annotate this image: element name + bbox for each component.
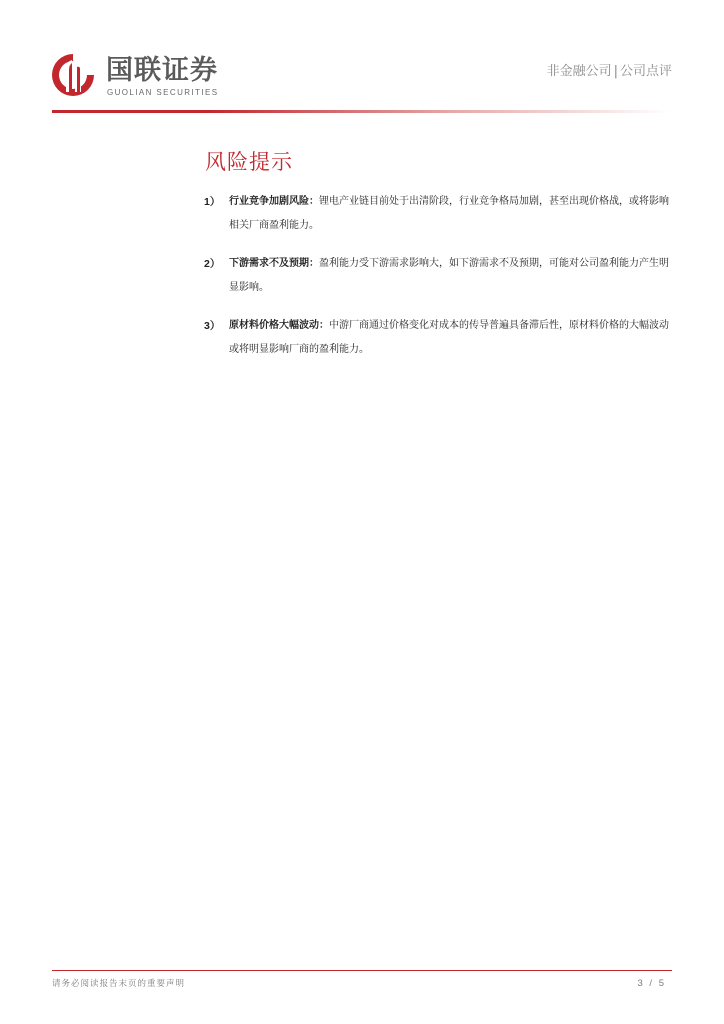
page-number: 3 / 5: [637, 978, 666, 989]
risk-text: 锂电产业链目前处于出清阶段，行业竞争格局加剧，甚至出现价格战，或将影响相关厂商盈利能力。: [229, 196, 669, 231]
category-separator: |: [613, 64, 618, 79]
risk-item-3: [205, 314, 675, 362]
risk-text: 中游厂商通过价格变化对成本的传导普遍具备滞后性，原材料价格的大幅波动或将明显影响厂商的盈利能力。: [229, 320, 669, 355]
footer-divider: [52, 970, 672, 971]
page-header: [0, 0, 724, 120]
risk-number: 3）: [204, 320, 221, 332]
risk-label: 下游需求不及预期：: [229, 258, 319, 269]
risk-label: 原材料价格大幅波动：: [229, 320, 329, 331]
risk-number: 1）: [204, 196, 221, 208]
risk-item-2: [205, 252, 675, 300]
brand-name-en: GUOLIAN SECURITIES: [107, 88, 219, 97]
header-divider: [52, 110, 672, 113]
risk-number: 2）: [204, 258, 221, 270]
guolian-logo-icon: [50, 52, 96, 98]
category-label: 非金融公司: [546, 64, 612, 79]
risk-text: 盈利能力受下游需求影响大，如下游需求不及预期，可能对公司盈利能力产生明显影响。: [229, 258, 669, 293]
report-type-label: 公司点评: [619, 64, 672, 79]
section-title: 风险提示: [205, 150, 293, 174]
brand-name-cn: 国联证券: [106, 55, 218, 86]
risk-list: [205, 190, 675, 376]
risk-item-1: [205, 190, 675, 238]
footer-disclaimer: 请务必阅读报告末页的重要声明: [52, 979, 186, 989]
report-category: [547, 64, 672, 80]
risk-label: 行业竞争加剧风险：: [229, 196, 319, 207]
